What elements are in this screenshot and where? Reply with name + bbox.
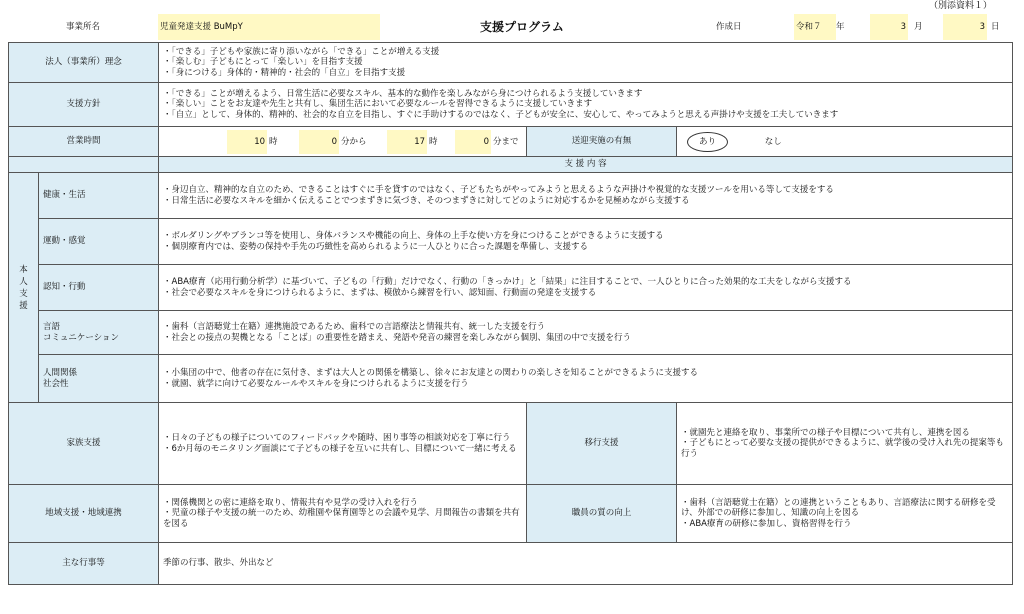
family-transition-row [9, 403, 1013, 485]
until-text: 分まで [493, 136, 519, 147]
transition-support-content: ・就園先と連絡を取り、事業所での様子や目標について共有し、連携を図る ・子どもにとって必要な支援の提供ができるように、就学後の受け入れ先の提案等も行う [677, 403, 1013, 485]
events-label: 主な行事等 [9, 543, 159, 585]
month-unit: 月 [914, 22, 923, 32]
transition-support-label: 移行支援 [527, 403, 677, 485]
area-content-language: ・歯科（言語聴覚士在籍）連携施設であるため、歯科での言語療法と情報共有、統一した支援を行う ・社会との接点の契機となる「ことば」の重要性を踏まえ、発語や発音の練習を楽しみながら個別、集団の中で支援を行う [159, 311, 1013, 355]
staff-quality-label: 職員の質の向上 [527, 485, 677, 543]
individual-row [9, 173, 1013, 219]
transport-options [677, 127, 1013, 157]
area-label-cognition: 認知・行動 [39, 265, 159, 311]
program-table [8, 42, 1013, 585]
policy-line: ・「楽しい」ことをお友達や先生と共有し、集団生活において必要なルールを習得できるように支援していきます [163, 99, 593, 110]
transport-option-yes[interactable]: あり [687, 132, 728, 152]
hours-row [9, 127, 1013, 157]
month-field[interactable]: 3 [870, 14, 908, 40]
individual-row [9, 265, 1013, 311]
individual-row [9, 219, 1013, 265]
individual-row [9, 355, 1013, 403]
area-content-health: ・身辺自立、精神的な自立のため、できることはすぐに手を貸すのではなく、子どもたちがやってみようと思えるような声掛けや視覚的な支援ツールを用いる等して支援をする ・日常生活に必要なスキルを細かく伝えることでつまずきに気づき、そのつまずきに対してどのように対応するかを見極めながら支援する [159, 173, 1013, 219]
philosophy-row [9, 43, 1013, 83]
transport-label: 送迎実施の有無 [527, 127, 677, 157]
philosophy-content [159, 43, 1013, 83]
hours-content [159, 127, 527, 157]
start-hour-field[interactable]: 10 [227, 130, 267, 154]
end-hour-unit: 時 [429, 136, 438, 147]
start-hour-unit: 時 [269, 136, 278, 147]
header-row [8, 14, 1012, 40]
events-content: 季節の行事、散歩、外出など [159, 543, 1013, 585]
transport-option-no[interactable]: なし [764, 136, 782, 147]
philosophy-line: ・「楽しむ」子どもにとって「楽しい」を目指す支援 [163, 57, 363, 68]
page-title: 支援プログラム [480, 20, 564, 34]
policy-line: ・「自立」として、身体的、精神的、社会的な自立を目指し、すぐに手助けするのではなく、子どもが安全に、安心して、やってみようと思える声掛けや支援を工夫していきます [163, 109, 839, 120]
from-text: 分から [341, 136, 367, 147]
individual-support-label: 本 人 支 援 [9, 173, 39, 403]
year-unit: 年 [836, 22, 845, 32]
area-content-social: ・小集団の中で、他者の存在に気付き、まずは大人との関係を構築し、徐々にお友達との関わりの楽しさを知ることができるように支援する ・就園、就学に向けて必要なルールやスキルを身につけられるように支援を行う [159, 355, 1013, 403]
office-label: 事業所名 [66, 22, 101, 32]
events-row [9, 543, 1013, 585]
day-field[interactable]: 3 [943, 14, 987, 40]
attachment-note: （別添資料１） [928, 1, 992, 11]
area-content-cognition: ・ABA療育（応用行動分析学）に基づいて、子どもの「行動」だけでなく、行動の「きっかけ」と「結果」に注目することで、一人ひとりに合った効果的な工夫をしながら支援する ・社会で必要なスキルを身につけられるように、まずは、模倣から練習を行い、認知面、行動面の発達を支援する [159, 265, 1013, 311]
policy-line: ・「できる」ことが増えるよう、日常生活に必要なスキル、基本的な動作を楽しみながら身につけられるよう支援していきます [163, 88, 643, 99]
area-label-language: 言語 コミュニケーション [39, 311, 159, 355]
era-year-field[interactable]: 令和７ [794, 14, 836, 40]
policy-content [159, 83, 1013, 127]
day-unit: 日 [991, 22, 1000, 32]
area-label-social: 人間関係 社会性 [39, 355, 159, 403]
support-header-row [9, 157, 1013, 173]
policy-row [9, 83, 1013, 127]
office-name-field[interactable]: 児童発達支援 BuMpY [158, 14, 380, 40]
start-minute-field[interactable]: 0 [299, 130, 339, 154]
area-content-motor: ・ボルダリングやブランコ等を使用し、身体バランスや機能の向上、身体の上手な使い方を身につけることができるように支援する ・個別療育内では、姿勢の保持や手先の巧緻性を高められるように一人ひとりに合った課題を準備し、支援する [159, 219, 1013, 265]
hours-label: 営業時間 [9, 127, 159, 157]
community-staff-row [9, 485, 1013, 543]
end-hour-field[interactable]: 17 [387, 130, 427, 154]
individual-row [9, 311, 1013, 355]
area-label-health: 健康・生活 [39, 173, 159, 219]
date-label: 作成日 [716, 22, 742, 32]
support-header-blank [9, 157, 159, 173]
family-support-label: 家族支援 [9, 403, 159, 485]
community-support-label: 地域支援・地域連携 [9, 485, 159, 543]
philosophy-line: ・「できる」子どもや家族に寄り添いながら「できる」ことが増える支援 [163, 46, 440, 57]
family-support-content: ・日々の子どもの様子についてのフィードバックや随時、困り事等の相談対応を丁寧に行う ・6か月毎のモニタリング面談にて子どもの様子を互いに共有し、目標について一緒に考える [159, 403, 527, 485]
end-minute-field[interactable]: 0 [455, 130, 491, 154]
policy-label: 支援方針 [9, 83, 159, 127]
support-header: 支 援 内 容 [159, 157, 1013, 173]
community-support-content: ・関係機関との密に連絡を取り、情報共有や見学の受け入れを行う ・児童の様子や支援の統一のため、幼稚園や保育園等との会議や見学、月間報告の書類を共有を図る [159, 485, 527, 543]
philosophy-line: ・「身につける」身体的・精神的・社会的「自立」を目指す支援 [163, 67, 406, 78]
philosophy-label: 法人（事業所）理念 [9, 43, 159, 83]
staff-quality-content: ・歯科（言語聴覚士在籍）との連携ということもあり、言語療法に関する研修を受け、外部での研修に参加し、知識の向上を図る ・ABA療育の研修に参加し、資格習得を行う [677, 485, 1013, 543]
area-label-motor: 運動・感覚 [39, 219, 159, 265]
